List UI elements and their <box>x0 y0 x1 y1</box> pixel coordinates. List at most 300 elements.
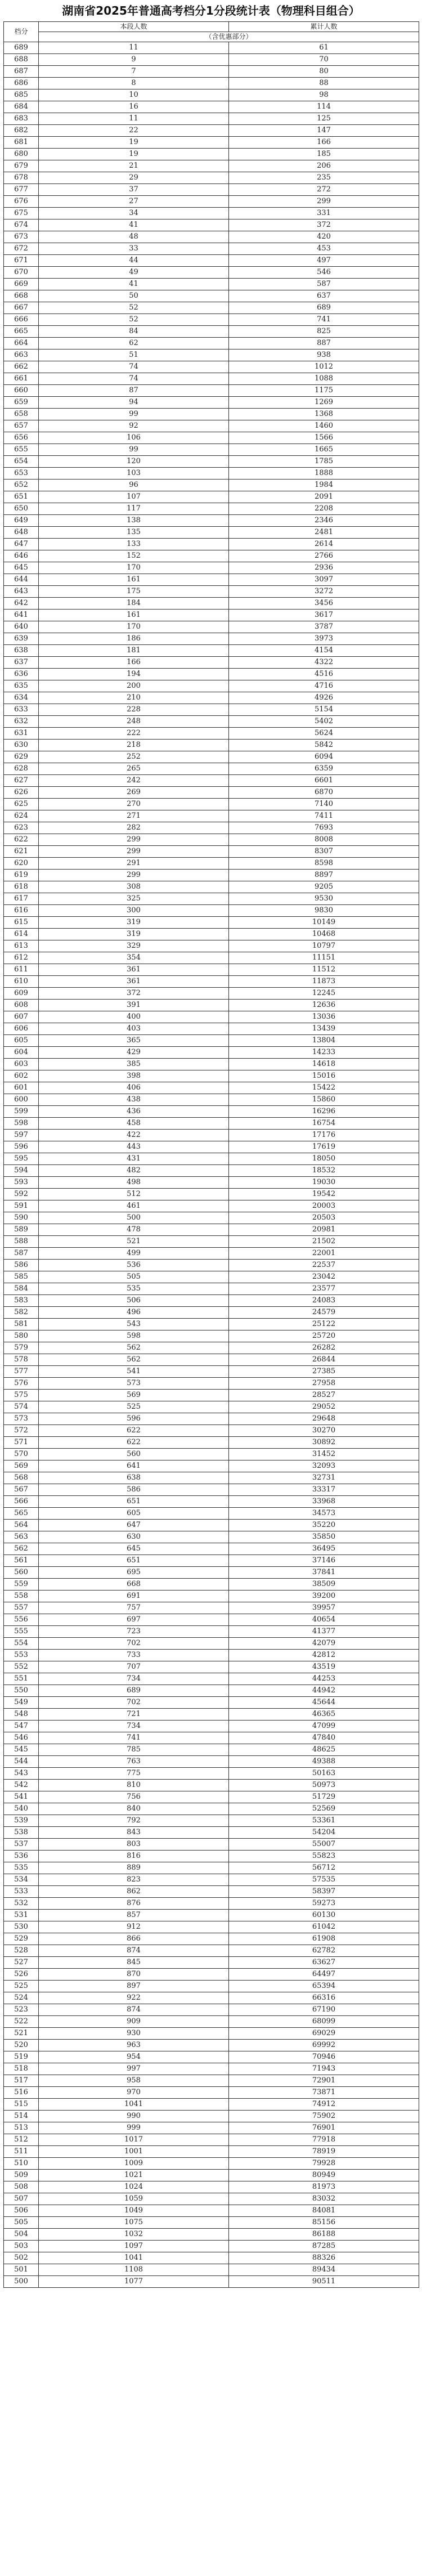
cumulative-cell: 8307 <box>229 846 419 858</box>
count-cell: 958 <box>39 2075 229 2087</box>
count-cell: 406 <box>39 1082 229 1094</box>
table-row <box>4 480 419 491</box>
score-cell: 655 <box>4 444 39 456</box>
cumulative-cell: 42079 <box>229 1638 419 1650</box>
table-row <box>4 1874 419 1886</box>
table-row <box>4 870 419 881</box>
table-row <box>4 1543 419 1555</box>
score-cell: 602 <box>4 1070 39 1082</box>
count-cell: 438 <box>39 1094 229 1106</box>
score-cell: 674 <box>4 219 39 231</box>
cumulative-cell: 9205 <box>229 881 419 893</box>
cumulative-cell: 4322 <box>229 657 419 669</box>
table-row <box>4 1780 419 1791</box>
score-cell: 626 <box>4 787 39 799</box>
table-row <box>4 799 419 810</box>
table-row <box>4 54 419 66</box>
table-row <box>4 940 419 952</box>
count-cell: 954 <box>39 2051 229 2063</box>
table-row <box>4 1957 419 1969</box>
count-cell: 757 <box>39 1602 229 1614</box>
score-cell: 568 <box>4 1472 39 1484</box>
count-cell: 135 <box>39 527 229 539</box>
cumulative-cell: 4516 <box>229 669 419 680</box>
count-cell: 265 <box>39 763 229 775</box>
table-row <box>4 1047 419 1059</box>
table-row <box>4 1638 419 1650</box>
score-cell: 571 <box>4 1437 39 1449</box>
score-cell: 577 <box>4 1366 39 1378</box>
count-cell: 909 <box>39 2016 229 2028</box>
count-cell: 641 <box>39 1461 229 1472</box>
score-cell: 649 <box>4 515 39 527</box>
count-cell: 697 <box>39 1614 229 1626</box>
score-cell: 619 <box>4 870 39 881</box>
score-cell: 641 <box>4 610 39 621</box>
cumulative-cell: 3097 <box>229 574 419 586</box>
cumulative-cell: 75902 <box>229 2111 419 2122</box>
table-row <box>4 1614 419 1626</box>
score-cell: 633 <box>4 704 39 716</box>
table-row <box>4 101 419 113</box>
count-cell: 186 <box>39 633 229 645</box>
cumulative-cell: 67190 <box>229 2004 419 2016</box>
score-cell: 645 <box>4 562 39 574</box>
cumulative-cell: 372 <box>229 219 419 231</box>
cumulative-cell: 42812 <box>229 1650 419 1661</box>
cumulative-cell: 22537 <box>229 1260 419 1271</box>
score-cell: 640 <box>4 621 39 633</box>
score-cell: 615 <box>4 917 39 929</box>
score-cell: 593 <box>4 1177 39 1189</box>
count-cell: 1024 <box>39 2181 229 2193</box>
score-cell: 515 <box>4 2099 39 2111</box>
score-cell: 536 <box>4 1851 39 1862</box>
cumulative-cell: 39200 <box>229 1591 419 1602</box>
table-row <box>4 255 419 267</box>
count-cell: 733 <box>39 1650 229 1661</box>
count-cell: 792 <box>39 1815 229 1827</box>
count-cell: 498 <box>39 1177 229 1189</box>
count-cell: 1021 <box>39 2170 229 2181</box>
table-row <box>4 1366 419 1378</box>
cumulative-cell: 14618 <box>229 1059 419 1070</box>
table-row <box>4 1602 419 1614</box>
cumulative-cell: 76901 <box>229 2122 419 2134</box>
cumulative-cell: 44942 <box>229 1685 419 1697</box>
table-row <box>4 172 419 184</box>
score-cell: 518 <box>4 2063 39 2075</box>
cumulative-cell: 1785 <box>229 456 419 468</box>
score-cell: 578 <box>4 1354 39 1366</box>
table-row <box>4 2016 419 2028</box>
count-cell: 622 <box>39 1425 229 1437</box>
score-cell: 598 <box>4 1118 39 1130</box>
count-cell: 52 <box>39 302 229 314</box>
table-row <box>4 1910 419 1921</box>
count-cell: 74 <box>39 361 229 373</box>
count-cell: 458 <box>39 1118 229 1130</box>
count-cell: 391 <box>39 1000 229 1011</box>
table-row <box>4 2158 419 2170</box>
table-row <box>4 314 419 326</box>
cumulative-cell: 71943 <box>229 2063 419 2075</box>
table-row <box>4 562 419 574</box>
count-cell: 695 <box>39 1567 229 1579</box>
table-row <box>4 184 419 196</box>
score-cell: 606 <box>4 1023 39 1035</box>
table-row <box>4 858 419 870</box>
count-cell: 651 <box>39 1555 229 1567</box>
count-cell: 99 <box>39 409 229 420</box>
cumulative-cell: 1984 <box>229 480 419 491</box>
score-cell: 539 <box>4 1815 39 1827</box>
count-cell: 651 <box>39 1496 229 1508</box>
count-cell: 184 <box>39 598 229 610</box>
score-cell: 589 <box>4 1224 39 1236</box>
score-cell: 513 <box>4 2122 39 2134</box>
score-cell: 526 <box>4 1969 39 1981</box>
table-row <box>4 1827 419 1839</box>
score-cell: 678 <box>4 172 39 184</box>
table-row <box>4 1330 419 1342</box>
count-cell: 9 <box>39 54 229 66</box>
table-row <box>4 2099 419 2111</box>
score-cell: 680 <box>4 149 39 160</box>
count-cell: 16 <box>39 101 229 113</box>
table-row <box>4 917 419 929</box>
table-row <box>4 1839 419 1851</box>
cumulative-cell: 26282 <box>229 1342 419 1354</box>
cumulative-cell: 68099 <box>229 2016 419 2028</box>
count-cell: 96 <box>39 480 229 491</box>
table-row <box>4 2170 419 2181</box>
score-cell: 580 <box>4 1330 39 1342</box>
count-cell: 175 <box>39 586 229 598</box>
cumulative-cell: 84081 <box>229 2205 419 2217</box>
count-cell: 269 <box>39 787 229 799</box>
score-cell: 607 <box>4 1011 39 1023</box>
count-cell: 803 <box>39 1839 229 1851</box>
table-row <box>4 397 419 409</box>
count-cell: 11 <box>39 42 229 54</box>
score-cell: 623 <box>4 822 39 834</box>
table-row <box>4 2217 419 2229</box>
cumulative-cell: 62782 <box>229 1945 419 1957</box>
table-row <box>4 1141 419 1153</box>
count-cell: 645 <box>39 1543 229 1555</box>
table-row <box>4 1307 419 1319</box>
table-row <box>4 1224 419 1236</box>
count-cell: 300 <box>39 905 229 917</box>
cumulative-cell: 39957 <box>229 1602 419 1614</box>
score-cell: 685 <box>4 89 39 101</box>
table-row <box>4 373 419 385</box>
table-row <box>4 1200 419 1212</box>
score-cell: 651 <box>4 491 39 503</box>
table-row <box>4 1106 419 1118</box>
cumulative-cell: 80949 <box>229 2170 419 2181</box>
count-cell: 691 <box>39 1591 229 1602</box>
score-cell: 509 <box>4 2170 39 2181</box>
count-cell: 299 <box>39 834 229 846</box>
count-cell: 365 <box>39 1035 229 1047</box>
cumulative-cell: 70946 <box>229 2051 419 2063</box>
count-cell: 50 <box>39 290 229 302</box>
table-row <box>4 1851 419 1862</box>
count-cell: 562 <box>39 1354 229 1366</box>
cumulative-cell: 13439 <box>229 1023 419 1035</box>
count-cell: 242 <box>39 775 229 787</box>
score-cell: 531 <box>4 1910 39 1921</box>
cumulative-cell: 12636 <box>229 1000 419 1011</box>
cumulative-cell: 30892 <box>229 1437 419 1449</box>
count-cell: 1077 <box>39 2276 229 2288</box>
count-cell: 1017 <box>39 2134 229 2146</box>
count-cell: 702 <box>39 1697 229 1709</box>
cumulative-cell: 9530 <box>229 893 419 905</box>
score-cell: 541 <box>4 1791 39 1803</box>
cumulative-cell: 47099 <box>229 1721 419 1732</box>
score-cell: 632 <box>4 716 39 728</box>
table-row <box>4 279 419 290</box>
table-row <box>4 728 419 740</box>
score-cell: 662 <box>4 361 39 373</box>
table-row <box>4 432 419 444</box>
score-cell: 614 <box>4 929 39 940</box>
cumulative-cell: 88 <box>229 78 419 89</box>
table-row <box>4 881 419 893</box>
cumulative-cell: 98 <box>229 89 419 101</box>
score-cell: 562 <box>4 1543 39 1555</box>
score-cell: 588 <box>4 1236 39 1248</box>
cumulative-cell: 19030 <box>229 1177 419 1189</box>
cumulative-cell: 2481 <box>229 527 419 539</box>
score-cell: 551 <box>4 1673 39 1685</box>
count-cell: 573 <box>39 1378 229 1390</box>
score-cell: 672 <box>4 243 39 255</box>
cumulative-cell: 587 <box>229 279 419 290</box>
score-cell: 592 <box>4 1189 39 1200</box>
score-cell: 547 <box>4 1721 39 1732</box>
cumulative-cell: 19542 <box>229 1189 419 1200</box>
count-cell: 29 <box>39 172 229 184</box>
count-cell: 866 <box>39 1933 229 1945</box>
score-cell: 586 <box>4 1260 39 1271</box>
score-cell: 546 <box>4 1732 39 1744</box>
table-row <box>4 2181 419 2193</box>
table-row <box>4 2252 419 2264</box>
cumulative-cell: 10468 <box>229 929 419 940</box>
table-row <box>4 669 419 680</box>
score-cell: 525 <box>4 1981 39 1992</box>
cumulative-cell: 72901 <box>229 2075 419 2087</box>
count-cell: 117 <box>39 503 229 515</box>
table-row <box>4 1118 419 1130</box>
score-cell: 569 <box>4 1461 39 1472</box>
count-cell: 166 <box>39 657 229 669</box>
cumulative-cell: 54204 <box>229 1827 419 1839</box>
count-cell: 816 <box>39 1851 229 1862</box>
score-cell: 585 <box>4 1271 39 1283</box>
cumulative-cell: 20003 <box>229 1200 419 1212</box>
score-cell: 502 <box>4 2252 39 2264</box>
table-row <box>4 1886 419 1898</box>
table-row <box>4 893 419 905</box>
cumulative-cell: 66316 <box>229 1992 419 2004</box>
count-cell: 870 <box>39 1969 229 1981</box>
cumulative-cell: 741 <box>229 314 419 326</box>
score-cell: 601 <box>4 1082 39 1094</box>
cumulative-cell: 420 <box>229 231 419 243</box>
table-row <box>4 1059 419 1070</box>
table-row <box>4 409 419 420</box>
score-cell: 666 <box>4 314 39 326</box>
score-cell: 631 <box>4 728 39 740</box>
count-cell: 505 <box>39 1271 229 1283</box>
table-row <box>4 1271 419 1283</box>
count-cell: 308 <box>39 881 229 893</box>
table-row <box>4 539 419 550</box>
score-cell: 574 <box>4 1401 39 1413</box>
count-cell: 41 <box>39 219 229 231</box>
table-row <box>4 1567 419 1579</box>
count-cell: 325 <box>39 893 229 905</box>
count-cell: 922 <box>39 1992 229 2004</box>
cumulative-cell: 1460 <box>229 420 419 432</box>
table-row <box>4 1425 419 1437</box>
count-cell: 638 <box>39 1472 229 1484</box>
score-cell: 628 <box>4 763 39 775</box>
table-row <box>4 1165 419 1177</box>
cumulative-cell: 40654 <box>229 1614 419 1626</box>
table-row <box>4 1803 419 1815</box>
table-row <box>4 1023 419 1035</box>
score-cell: 572 <box>4 1425 39 1437</box>
cumulative-cell: 1566 <box>229 432 419 444</box>
count-cell: 586 <box>39 1484 229 1496</box>
cumulative-cell: 43519 <box>229 1661 419 1673</box>
cumulative-cell: 20981 <box>229 1224 419 1236</box>
table-row <box>4 610 419 621</box>
score-cell: 566 <box>4 1496 39 1508</box>
cumulative-cell: 18532 <box>229 1165 419 1177</box>
table-row <box>4 290 419 302</box>
count-cell: 862 <box>39 1886 229 1898</box>
count-cell: 170 <box>39 562 229 574</box>
cumulative-cell: 3973 <box>229 633 419 645</box>
table-row <box>4 1189 419 1200</box>
cumulative-cell: 13804 <box>229 1035 419 1047</box>
count-cell: 21 <box>39 160 229 172</box>
score-cell: 684 <box>4 101 39 113</box>
cumulative-cell: 2766 <box>229 550 419 562</box>
score-cell: 687 <box>4 66 39 78</box>
score-cell: 609 <box>4 988 39 1000</box>
count-cell: 400 <box>39 1011 229 1023</box>
count-cell: 41 <box>39 279 229 290</box>
count-cell: 543 <box>39 1319 229 1330</box>
count-cell: 74 <box>39 373 229 385</box>
score-cell: 620 <box>4 858 39 870</box>
table-row <box>4 976 419 988</box>
count-cell: 668 <box>39 1579 229 1591</box>
table-row <box>4 1378 419 1390</box>
cumulative-cell: 58397 <box>229 1886 419 1898</box>
table-row <box>4 1283 419 1295</box>
cumulative-cell: 88326 <box>229 2252 419 2264</box>
cumulative-cell: 32093 <box>229 1461 419 1472</box>
score-cell: 548 <box>4 1709 39 1721</box>
cumulative-cell: 25720 <box>229 1330 419 1342</box>
score-cell: 591 <box>4 1200 39 1212</box>
cumulative-cell: 50973 <box>229 1780 419 1791</box>
count-cell: 291 <box>39 858 229 870</box>
score-cell: 608 <box>4 1000 39 1011</box>
cumulative-cell: 7693 <box>229 822 419 834</box>
score-cell: 636 <box>4 669 39 680</box>
cumulative-cell: 50163 <box>229 1768 419 1780</box>
table-row <box>4 716 419 728</box>
score-cell: 564 <box>4 1520 39 1531</box>
count-cell: 560 <box>39 1449 229 1461</box>
score-cell: 563 <box>4 1531 39 1543</box>
score-cell: 650 <box>4 503 39 515</box>
table-row <box>4 1295 419 1307</box>
table-row <box>4 196 419 208</box>
score-cell: 553 <box>4 1650 39 1661</box>
table-row <box>4 1650 419 1661</box>
cumulative-cell: 45644 <box>229 1697 419 1709</box>
score-cell: 510 <box>4 2158 39 2170</box>
score-cell: 668 <box>4 290 39 302</box>
cumulative-cell: 78919 <box>229 2146 419 2158</box>
table-row <box>4 231 419 243</box>
cumulative-cell: 34573 <box>229 1508 419 1520</box>
cumulative-cell: 16296 <box>229 1106 419 1118</box>
score-cell: 512 <box>4 2134 39 2146</box>
table-row <box>4 1791 419 1803</box>
table-row <box>4 1661 419 1673</box>
table-row <box>4 1555 419 1567</box>
count-cell: 11 <box>39 113 229 125</box>
table-row <box>4 1520 419 1531</box>
count-cell: 963 <box>39 2040 229 2051</box>
cumulative-cell: 20503 <box>229 1212 419 1224</box>
table-row <box>4 1342 419 1354</box>
score-cell: 545 <box>4 1744 39 1756</box>
table-row <box>4 1981 419 1992</box>
cumulative-cell: 8897 <box>229 870 419 881</box>
cumulative-cell: 637 <box>229 290 419 302</box>
count-cell: 319 <box>39 929 229 940</box>
table-row <box>4 751 419 763</box>
score-cell: 629 <box>4 751 39 763</box>
cumulative-cell: 1088 <box>229 373 419 385</box>
score-cell: 516 <box>4 2087 39 2099</box>
count-cell: 876 <box>39 1898 229 1910</box>
table-row <box>4 267 419 279</box>
table-row <box>4 1744 419 1756</box>
cumulative-cell: 185 <box>229 149 419 160</box>
count-cell: 525 <box>39 1401 229 1413</box>
cumulative-cell: 83032 <box>229 2193 419 2205</box>
cumulative-cell: 15422 <box>229 1082 419 1094</box>
table-row <box>4 1082 419 1094</box>
table-row <box>4 2276 419 2288</box>
count-cell: 436 <box>39 1106 229 1118</box>
score-cell: 670 <box>4 267 39 279</box>
